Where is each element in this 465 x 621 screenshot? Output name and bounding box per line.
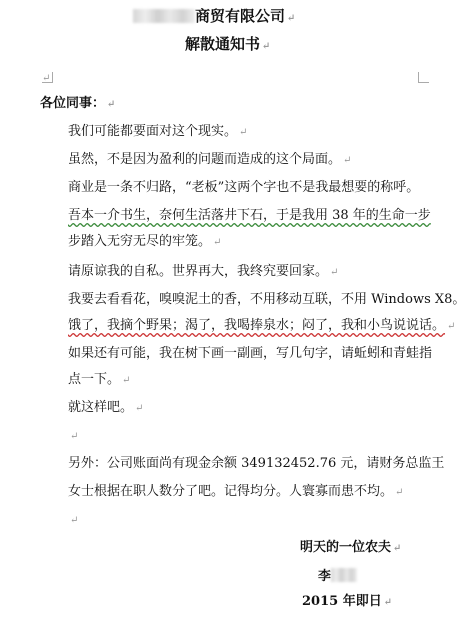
- page-corner-mark-right: [418, 72, 429, 83]
- redacted-company-name: [133, 9, 195, 23]
- redacted-name: [331, 568, 357, 582]
- document-title: 解散通知书 ↵: [185, 35, 271, 53]
- body-line: 另外：公司账面尚有现金余额 349132452.76 元，请财务总监王: [68, 456, 445, 471]
- body-line: 女士根据在职人数分了吧。记得均分。人寰寡而患不均。 ↵: [68, 484, 404, 499]
- blank-paragraph: ↵: [42, 73, 51, 84]
- body-line: 饿了，我摘个野果；渴了，我喝捧泉水；闷了，我和小鸟说说话。 ↵: [68, 318, 456, 333]
- document-page: [6, 2, 465, 619]
- body-line: 请原谅我的自私。世界再大，我终究要回家。 ↵: [68, 264, 339, 279]
- blank-paragraph: ↵: [70, 431, 79, 442]
- body-line: 我要去看看花，嗅嗅泥土的香，不用移动互联，不用 Windows X8。: [68, 292, 465, 307]
- body-line: 商业是一条不归路，“老板”这两个字也不是我最想要的称呼。: [68, 180, 420, 195]
- signature-title: 明天的一位农夫 ↵: [300, 540, 402, 555]
- body-line: 步踏入无穷无尽的牢笼。 ↵: [68, 234, 222, 249]
- body-line: 就这样吧。 ↵: [68, 400, 144, 415]
- blank-paragraph: ↵: [70, 515, 79, 526]
- signature-date: 2015 年即日 ↵: [302, 594, 393, 609]
- body-line: 虽然，不是因为盈利的问题而造成的这个局面。 ↵: [68, 152, 352, 167]
- body-line: 我们可能都要面对这个现实。 ↵: [68, 124, 248, 139]
- salutation: 各位同事： ↵: [40, 96, 116, 111]
- body-line: 如果还有可能，我在树下画一副画，写几句字，请蚯蚓和青蛙指: [68, 346, 433, 361]
- body-line: 点一下。 ↵: [68, 372, 131, 387]
- company-name: 商贸有限公司 ↵: [133, 8, 295, 27]
- body-line: 吾本一介书生，奈何生活落井下石，于是我用 38 年的生命一步: [68, 208, 431, 223]
- signature-name: 李: [318, 568, 357, 585]
